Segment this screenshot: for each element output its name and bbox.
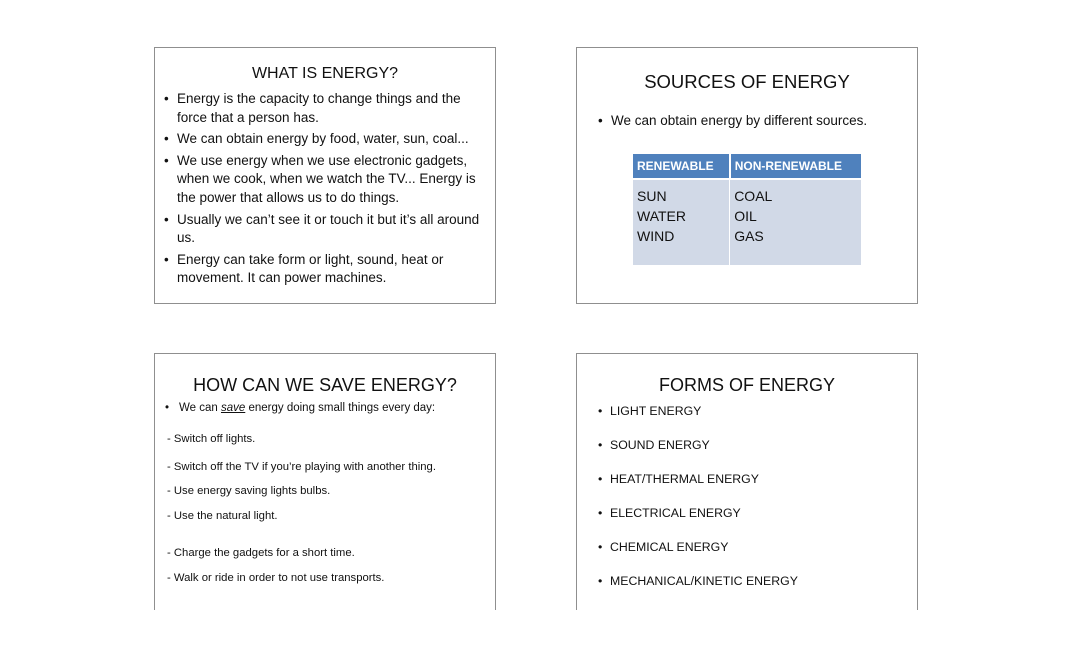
bullet-list bbox=[164, 90, 486, 291]
header-renewable: RENEWABLE bbox=[633, 154, 730, 179]
bullet-item: • We can obtain energy by food, water, sun, coal... bbox=[164, 130, 486, 149]
bullet-item: • We use energy when we use electronic gadgets, when we cook, when we watch the TV... Energy is the power that allows us to do things. bbox=[164, 152, 486, 208]
tip-item: - Walk or ride in order to not use transports. bbox=[167, 572, 385, 584]
non-renewable-item: COAL bbox=[734, 188, 773, 204]
intro-text-post: energy doing small things every day: bbox=[245, 402, 436, 414]
renewable-item: WIND bbox=[637, 228, 675, 244]
slide-sources-of-energy bbox=[576, 47, 918, 304]
energy-form-item: • ELECTRICAL ENERGY bbox=[598, 506, 741, 520]
slide-forms-of-energy bbox=[576, 353, 918, 610]
bullet-list bbox=[598, 112, 898, 130]
tip-item: - Use the natural light. bbox=[167, 510, 278, 522]
slide-save-energy bbox=[154, 353, 496, 610]
renewable-item: SUN bbox=[637, 188, 667, 204]
renewable-item: WATER bbox=[637, 208, 686, 224]
energy-form-item: • HEAT/THERMAL ENERGY bbox=[598, 472, 759, 486]
bullet-item bbox=[165, 402, 485, 414]
table-header-row bbox=[633, 154, 861, 179]
non-renewable-item: OIL bbox=[734, 208, 757, 224]
non-renewable-item: GAS bbox=[734, 228, 764, 244]
non-renewable-cell bbox=[730, 179, 861, 265]
intro-emphasis: save bbox=[220, 402, 246, 414]
tip-item: - Switch off lights. bbox=[167, 433, 256, 445]
energy-form-item: • SOUND ENERGY bbox=[598, 438, 710, 452]
energy-form-item: • LIGHT ENERGY bbox=[598, 404, 701, 418]
bullet-item: • Energy is the capacity to change things and the force that a person has. bbox=[164, 90, 486, 127]
tip-item: - Switch off the TV if you’re playing with another thing. bbox=[167, 461, 436, 473]
table-row bbox=[633, 179, 861, 265]
energy-sources-table bbox=[633, 154, 861, 265]
bullet-item: • Usually we can’t see it or touch it but it’s all around us. bbox=[164, 211, 486, 248]
energy-form-item: • CHEMICAL ENERGY bbox=[598, 540, 728, 554]
bullet-item: • Energy can take form or light, sound, heat or movement. It can power machines. bbox=[164, 251, 486, 288]
tip-item: - Use energy saving lights bulbs. bbox=[167, 485, 331, 497]
tip-item: - Charge the gadgets for a short time. bbox=[167, 547, 355, 559]
header-non-renewable: NON-RENEWABLE bbox=[730, 154, 861, 179]
slide-title: FORMS OF ENERGY bbox=[658, 375, 835, 395]
renewable-cell bbox=[633, 179, 730, 265]
slide-title: SOURCES OF ENERGY bbox=[644, 71, 850, 92]
slide-title: HOW CAN WE SAVE ENERGY? bbox=[193, 375, 457, 395]
intro-text-pre: We can bbox=[179, 402, 221, 414]
slide-title: WHAT IS ENERGY? bbox=[251, 65, 399, 82]
energy-form-item: • MECHANICAL/KINETIC ENERGY bbox=[598, 574, 798, 588]
slide-what-is-energy bbox=[154, 47, 496, 304]
bullet-list bbox=[165, 402, 485, 414]
bullet-item: • We can obtain energy by different sources. bbox=[598, 112, 898, 130]
